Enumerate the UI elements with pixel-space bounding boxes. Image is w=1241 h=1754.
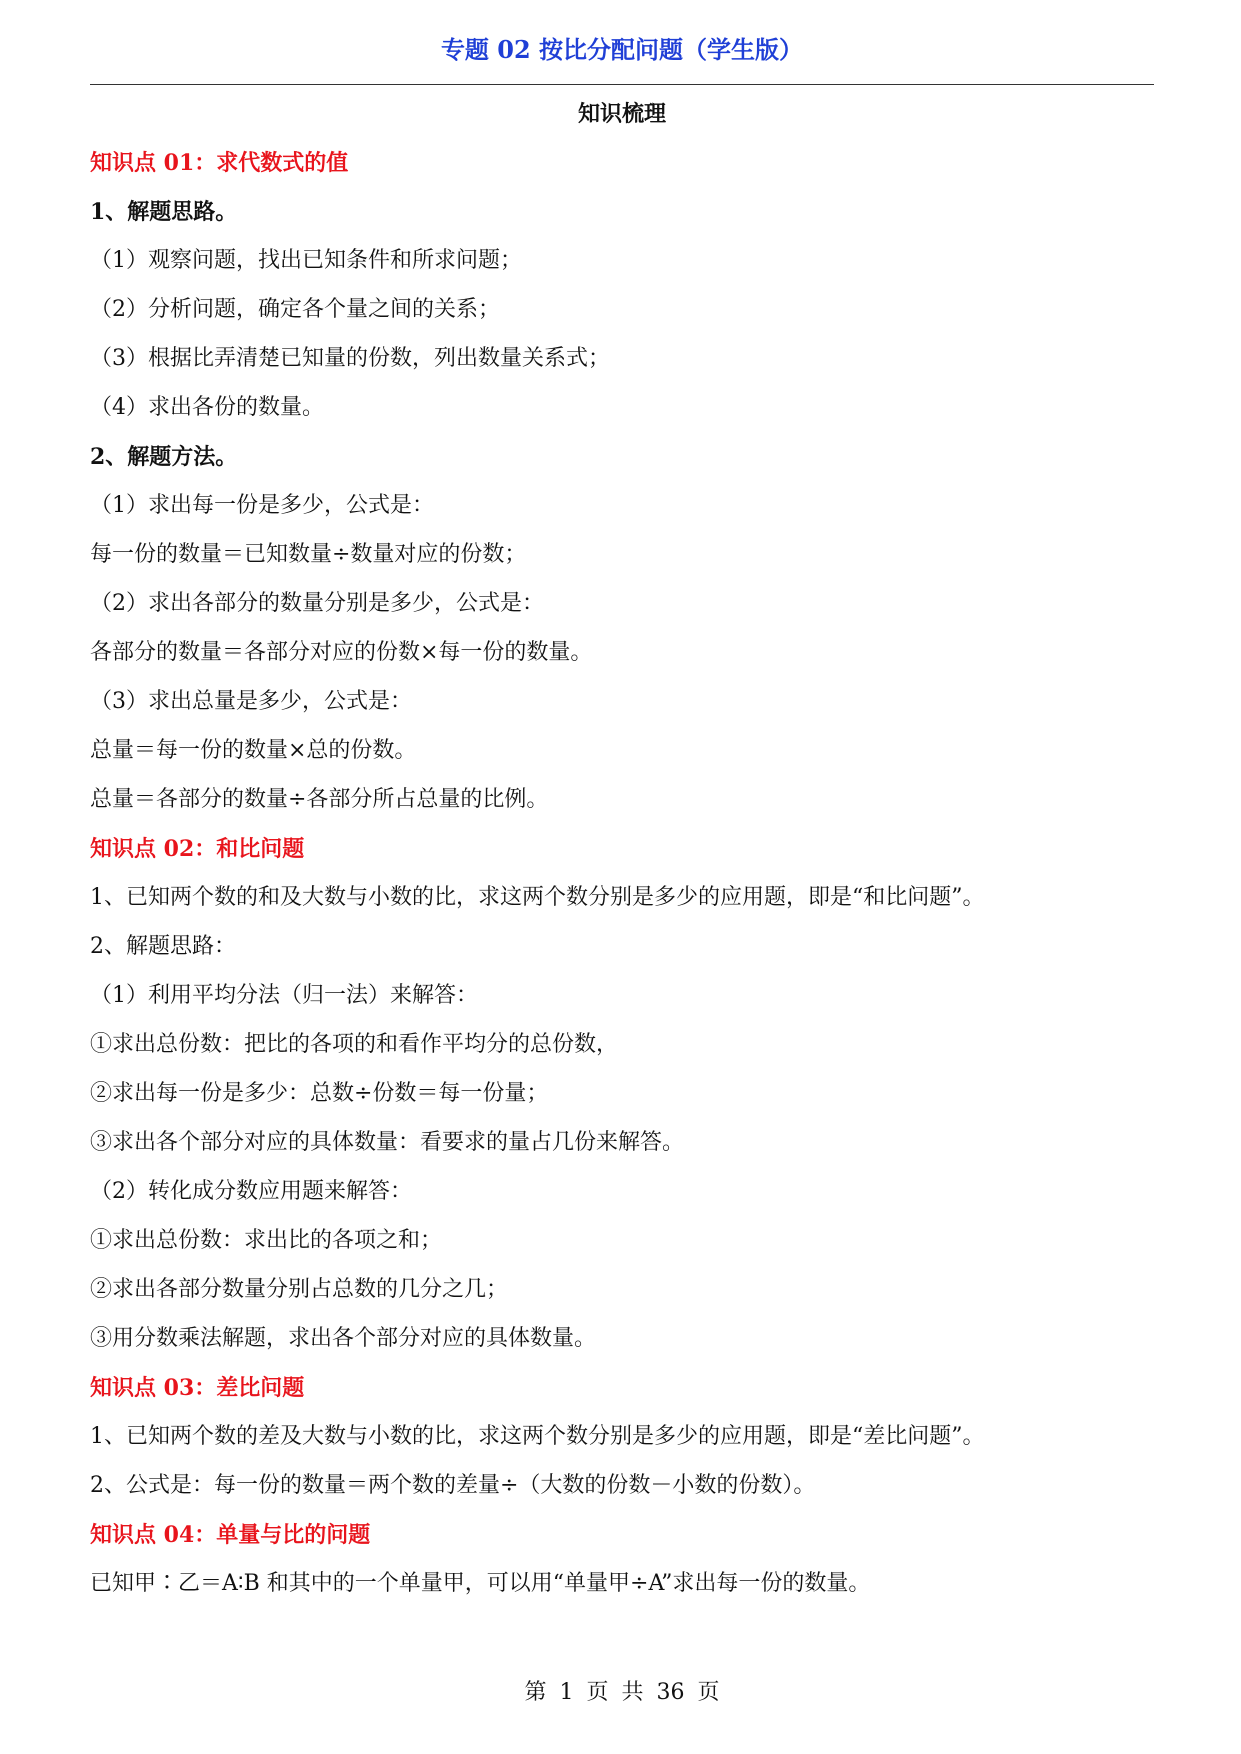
- document-body: [90, 145, 1154, 1615]
- formula-line: 每一份的数量＝已知数量÷数量对应的份数；: [90, 542, 527, 567]
- text-line: （2）求出各部分的数量分别是多少，公式是：: [90, 591, 544, 616]
- knowledge-point-heading: 知识点 02：和比问题: [90, 836, 305, 862]
- formula-line: 2、公式是：每一份的数量＝两个数的差量÷（大数的份数－小数的份数）。: [90, 1473, 816, 1498]
- text-line: 1、已知两个数的差及大数与小数的比，求这两个数分别是多少的应用题，即是“差比问题”。: [90, 1424, 985, 1449]
- text-line: （2）分析问题，确定各个量之间的关系；: [90, 297, 500, 322]
- text-line: ①求出总份数：求出比的各项之和；: [90, 1228, 443, 1253]
- text-line: （4）求出各份的数量。: [90, 395, 324, 420]
- text-line: ①求出总份数：把比的各项的和看作平均分的总份数，: [90, 1032, 619, 1057]
- text-line: 1、已知两个数的和及大数与小数的比，求这两个数分别是多少的应用题，即是“和比问题”。: [90, 885, 985, 910]
- formula-line: 总量＝每一份的数量×总的份数。: [90, 738, 417, 763]
- text-line: ②求出各部分数量分别占总数的几分之几；: [90, 1277, 509, 1302]
- text-line: （2）转化成分数应用题来解答：: [90, 1179, 412, 1204]
- formula-line: 总量＝各部分的数量÷各部分所占总量的比例。: [90, 787, 549, 812]
- knowledge-point-heading: 知识点 01：求代数式的值: [90, 150, 349, 176]
- knowledge-point-heading: 知识点 04：单量与比的问题: [90, 1522, 371, 1548]
- text-line: 2、解题思路：: [90, 934, 236, 959]
- text-line: ③用分数乘法解题，求出各个部分对应的具体数量。: [90, 1326, 597, 1351]
- page-number-footer: 第 1 页 共 36 页: [524, 1680, 720, 1705]
- text-line: 已知甲∶乙＝A∶B 和其中的一个单量甲，可以用“单量甲÷A”求出每一份的数量。: [90, 1571, 871, 1596]
- subheading: 1、解题思路。: [90, 199, 238, 225]
- text-line: ②求出每一份是多少：总数÷份数＝每一份量；: [90, 1081, 549, 1106]
- text-line: （1）利用平均分法（归一法）来解答：: [90, 983, 478, 1008]
- document-header-title: 专题 02 按比分配问题（学生版）: [440, 35, 804, 64]
- text-line: ③求出各个部分对应的具体数量：看要求的量占几份来解答。: [90, 1130, 685, 1155]
- formula-line: 各部分的数量＝各部分对应的份数×每一份的数量。: [90, 640, 593, 665]
- section-title: 知识梳理: [577, 101, 666, 127]
- text-line: （1）观察问题，找出已知条件和所求问题；: [90, 248, 522, 273]
- subheading: 2、解题方法。: [90, 444, 238, 470]
- text-line: （3）求出总量是多少，公式是：: [90, 689, 412, 714]
- text-line: （1）求出每一份是多少，公式是：: [90, 493, 434, 518]
- header-divider: [90, 84, 1154, 85]
- knowledge-point-heading: 知识点 03：差比问题: [90, 1375, 305, 1401]
- text-line: （3）根据比弄清楚已知量的份数，列出数量关系式；: [90, 346, 610, 371]
